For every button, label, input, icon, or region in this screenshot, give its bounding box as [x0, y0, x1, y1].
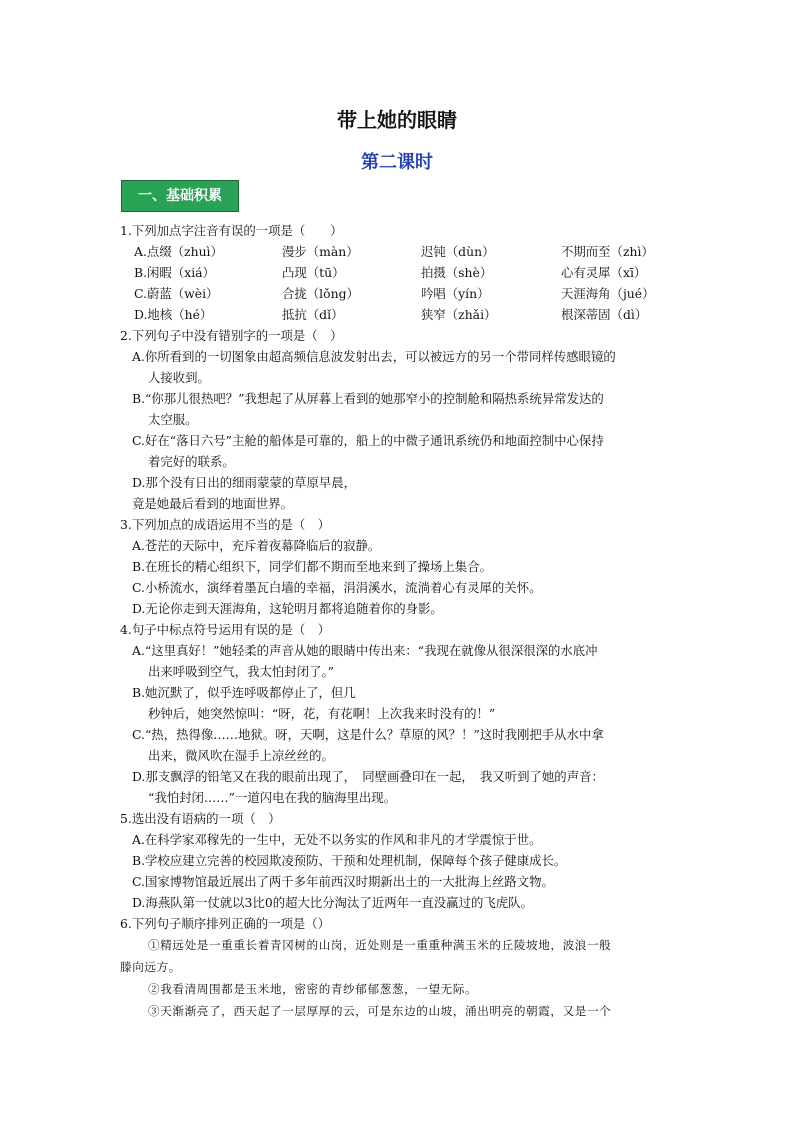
question-4-option-b: B.她沉默了，似乎连呼吸都停止了，但几	[132, 685, 356, 700]
question-1-option-row	[120, 241, 680, 262]
section-header: 一、基础积累	[121, 180, 239, 212]
question-6-sentence-1-cont: 滕向远方。	[120, 960, 181, 974]
question-3-option-a: A.苍茫的天际中，充斥着夜幕降临后的寂静。	[132, 538, 381, 553]
question-3-option-c: C.小桥流水，演绎着墨瓦白墙的幸福，涓涓溪水，流淌着心有灵犀的关怀。	[132, 580, 542, 595]
question-5-option-a: A.在科学家邓稼先的一生中，无处不以务实的作风和非凡的才学震惊于世。	[132, 832, 542, 847]
question-list	[120, 220, 680, 1022]
question-1-option-row	[120, 304, 680, 325]
question-2-option-d: D.那个没有日出的细雨蒙蒙的草原早晨，	[132, 475, 357, 490]
question-1-option-row	[120, 283, 680, 304]
question-5-option-b: B.学校应建立完善的校园欺凌预防、干预和处理机制，保障每个孩子健康成长。	[132, 853, 567, 868]
option-cell: 凸现（tū）	[282, 265, 345, 280]
option-cell: 天涯海角（jué）	[561, 286, 655, 301]
question-3-option-b: B.在班长的精心组织下，同学们都不期而至地来到了操场上集合。	[132, 559, 492, 574]
question-2-option-b: B.“你那儿很热吧？”我想起了从屏暮上看到的她那窄小的控制舱和隔热系统异常发达的	[132, 391, 604, 406]
option-cell: 抵抗（dǐ）	[282, 307, 344, 322]
question-6-sentence-3: ③天渐渐亮了，西天起了一层厚厚的云，可是东边的山坡，涌出明亮的朝霞，又是一个	[148, 1004, 612, 1018]
question-4-option-c-cont: 出来，微风吹在湿手上凉丝丝的。	[148, 748, 334, 763]
question-6-sentence-1: ①精远处是一重重长着青冈树的山岗，近处则是一重重种满玉米的丘陵坡地，波浪一般	[148, 938, 612, 952]
question-4-option-b-cont: 秒钟后，她突然惊叫：“呀，花，有花啊！上次我来时没有的！”	[148, 706, 496, 721]
page-title: 带上她的眼睛	[337, 108, 457, 132]
option-cell: 漫步（màn）	[282, 244, 359, 259]
option-cell: 不期而至（zhì）	[561, 244, 654, 259]
question-2-option-c-cont: 着完好的联系。	[148, 454, 235, 469]
question-3-option-d: D.无论你走到天涯海角，这轮明月都将追随着你的身影。	[132, 601, 443, 616]
question-1-stem: 1.下列加点字注音有误的一项是（ ）	[120, 223, 343, 238]
question-4-option-a: A.“这里真好！”她轻柔的声音从她的眼睛中传出来：“我现在就像从很深很深的水底冲	[132, 643, 598, 658]
option-cell: 迟钝（dùn）	[421, 244, 495, 259]
question-4-option-c: C.“热，热得像……地狱。呀，天啊，这是什么？草原的风？！”这时我刚把手从水中拿	[132, 727, 604, 742]
question-4-option-d: D.那支飘浮的铅笔又在我的眼前出现了， 同壁画叠印在一起， 我又听到了她的声音：	[132, 769, 604, 784]
question-2-option-c: C.好在“落日六号”主舱的船体是可靠的，船上的中微子通讯系统仍和地面控制中心保持	[132, 433, 604, 448]
question-6-sentence-2: ②我看清周围都是玉米地，密密的青纱郁郁葱葱，一望无际。	[148, 982, 478, 996]
option-cell: A.点缀（zhuì）	[134, 244, 223, 259]
question-2-option-b-cont: 太空服。	[148, 412, 198, 427]
option-cell: 拍摄（shè）	[421, 265, 493, 280]
question-4-option-d-cont: “我怕封闭……”一道闪电在我的脑海里出现。	[148, 790, 397, 805]
question-2-option-d-cont: 竟是她最后看到的地面世界。	[132, 496, 294, 511]
question-6-stem: 6.下列句子顺序排列正确的一项是（）	[120, 916, 331, 931]
question-2-stem: 2.下列句子中没有错别字的一项是（ ）	[120, 328, 343, 343]
page-subtitle: 第二课时	[361, 152, 433, 173]
question-5-option-c: C.国家博物馆最近展出了两千多年前西汉时期新出土的一大批海上丝路文物。	[132, 874, 554, 889]
option-cell: 心有灵犀（xī）	[561, 265, 647, 280]
option-cell: 狭窄（zhǎi）	[421, 307, 497, 322]
option-cell: D.地核（hé）	[134, 307, 213, 322]
option-cell: B.闲暇（xiá）	[134, 265, 215, 280]
option-cell: 吟唱（yín）	[421, 286, 490, 301]
question-2-option-a-cont: 人接收到。	[148, 370, 210, 385]
option-cell: 根深蒂固（dì）	[561, 307, 648, 322]
question-4-option-a-cont: 出来呼吸到空气，我太怕封闭了。”	[148, 664, 334, 679]
question-1-option-row	[120, 262, 680, 283]
question-5-stem: 5.选出没有语病的一项（ ）	[120, 811, 281, 826]
option-cell: C.蔚蓝（wèi）	[134, 286, 219, 301]
question-5-option-d: D.海燕队第一仗就以3比0的超大比分淘汰了近两年一直没赢过的飞虎队。	[132, 895, 533, 910]
option-cell: 合拢（lǒng）	[282, 286, 359, 301]
question-3-stem: 3.下列加点的成语运用不当的是（ ）	[120, 517, 331, 532]
question-2-option-a: A.你所看到的一切图象由超高频信息波发射出去，可以被远方的另一个带同样传感眼镜的	[132, 349, 616, 364]
question-4-stem: 4.句子中标点符号运用有误的是（ ）	[120, 622, 331, 637]
